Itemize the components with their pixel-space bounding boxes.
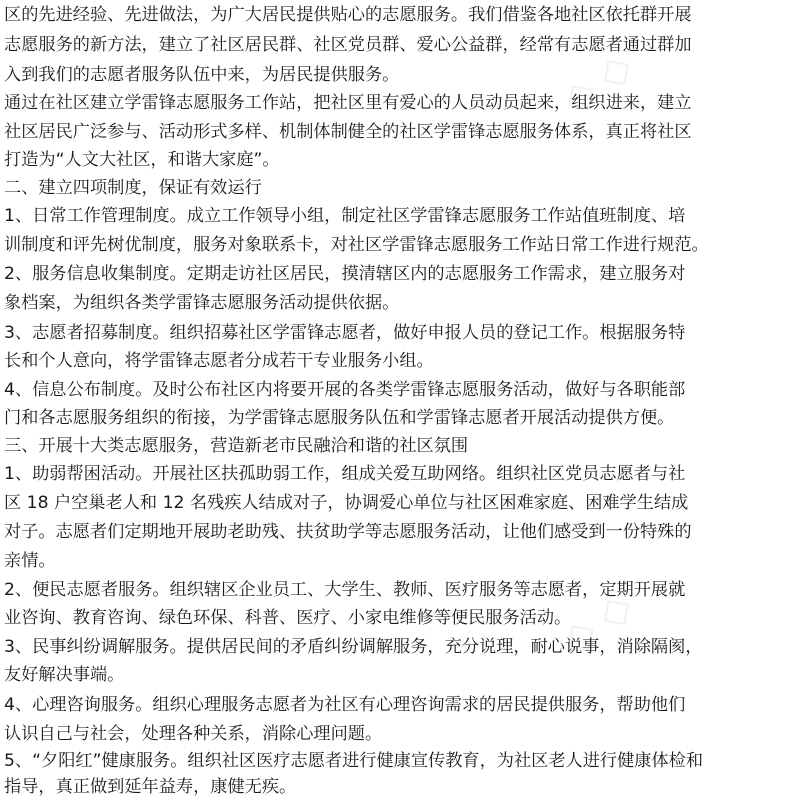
text-line: 1、日常工作管理制度。成立工作领导小组，制定社区学雷锋志愿服务工作站值班制度、培 (4, 206, 686, 226)
text-line: 训制度和评先树优制度，服务对象联系卡，对社区学雷锋志愿服务工作站日常工作进行规范。 (4, 235, 709, 255)
text-line: 业咨询、教育咨询、绿色环保、科普、医疗、小家电维修等便民服务活动。 (4, 608, 572, 628)
text-line: 2、便民志愿者服务。组织辖区企业员工、大学生、教师、医疗服务等志愿者，定期开展就 (4, 580, 686, 600)
text-line: 亲情。 (4, 551, 56, 571)
text-line: 区的先进经验、先进做法，为广大居民提供贴心的志愿服务。我们借鉴各地社区依托群开展 (4, 5, 692, 25)
watermark: ◇ ◇ (553, 582, 641, 664)
text-line: 入到我们的志愿者服务队伍中来，为居民提供服务。 (4, 65, 400, 85)
section-heading: 二、建立四项制度，保证有效运行 (4, 178, 262, 198)
text-line: 3、志愿者招募制度。组织招募社区学雷锋志愿者，做好申报人员的登记工作。根据服务特 (4, 323, 686, 343)
text-line: 长和个人意向，将学雷锋志愿者分成若干专业服务小组。 (4, 351, 434, 371)
text-line: 2、服务信息收集制度。定期走访社区居民，摸清辖区内的志愿服务工作需求，建立服务对 (4, 264, 686, 284)
text-line: 门和各志愿服务组织的衔接，为学雷锋志愿服务队伍和学雷锋志愿者开展活动提供方便。 (4, 408, 675, 428)
section-heading: 三、开展十大类志愿服务，营造新老市民融洽和谐的社区氛围 (4, 436, 469, 456)
text-line: 5、“夕阳红”健康服务。组织社区医疗志愿者进行健康宣传教育，为社区老人进行健康体检和 (4, 751, 704, 771)
text-line: 4、心理咨询服务。组织心理服务志愿者为社区有心理咨询需求的居民提供服务，帮助他们 (4, 695, 686, 715)
text-line: 社区居民广泛参与、活动形式多样、机制体制健全的社区学雷锋志愿服务体系，真正将社区 (4, 122, 692, 142)
watermark: ◇ ◇ (553, 42, 641, 124)
text-line: 4、信息公布制度。及时公布社区内将要开展的各类学雷锋志愿服务活动，做好与各职能部 (4, 380, 686, 400)
text-line: 通过在社区建立学雷锋志愿服务工作站，把社区里有爱心的人员动员起来，组织进来，建立 (4, 93, 692, 113)
text-line: 志愿服务的新方法，建立了社区居民群、社区党员群、爱心公益群，经常有志愿者通过群加 (4, 35, 692, 55)
text-line: 象档案，为组织各类学雷锋志愿服务活动提供依据。 (4, 293, 400, 313)
text-line: 友好解决事端。 (4, 665, 125, 685)
text-line: 指导，真正做到延年益寿，康健无疾。 (4, 777, 297, 797)
text-line: 1、助弱帮困活动。开展社区扶孤助弱工作，组成关爱互助网络。组织社区党员志愿者与社 (4, 464, 686, 484)
text-line: 区 18 户空巢老人和 12 名残疾人结成对子，协调爱心单位与社区困难家庭、困难学生结成 (4, 493, 689, 513)
text-line: 打造为“人文大社区，和谐大家庭”。 (4, 150, 280, 170)
text-line: 对子。志愿者们定期地开展助老助残、扶贫助学等志愿服务活动，让他们感受到一份特殊的 (4, 522, 692, 542)
text-line: 认识自己与社会，处理各种关系，消除心理问题。 (4, 724, 383, 744)
text-line: 3、民事纠纷调解服务。提供居民间的矛盾纠纷调解服务，充分说理，耐心说事，消除隔阂， (4, 637, 703, 657)
